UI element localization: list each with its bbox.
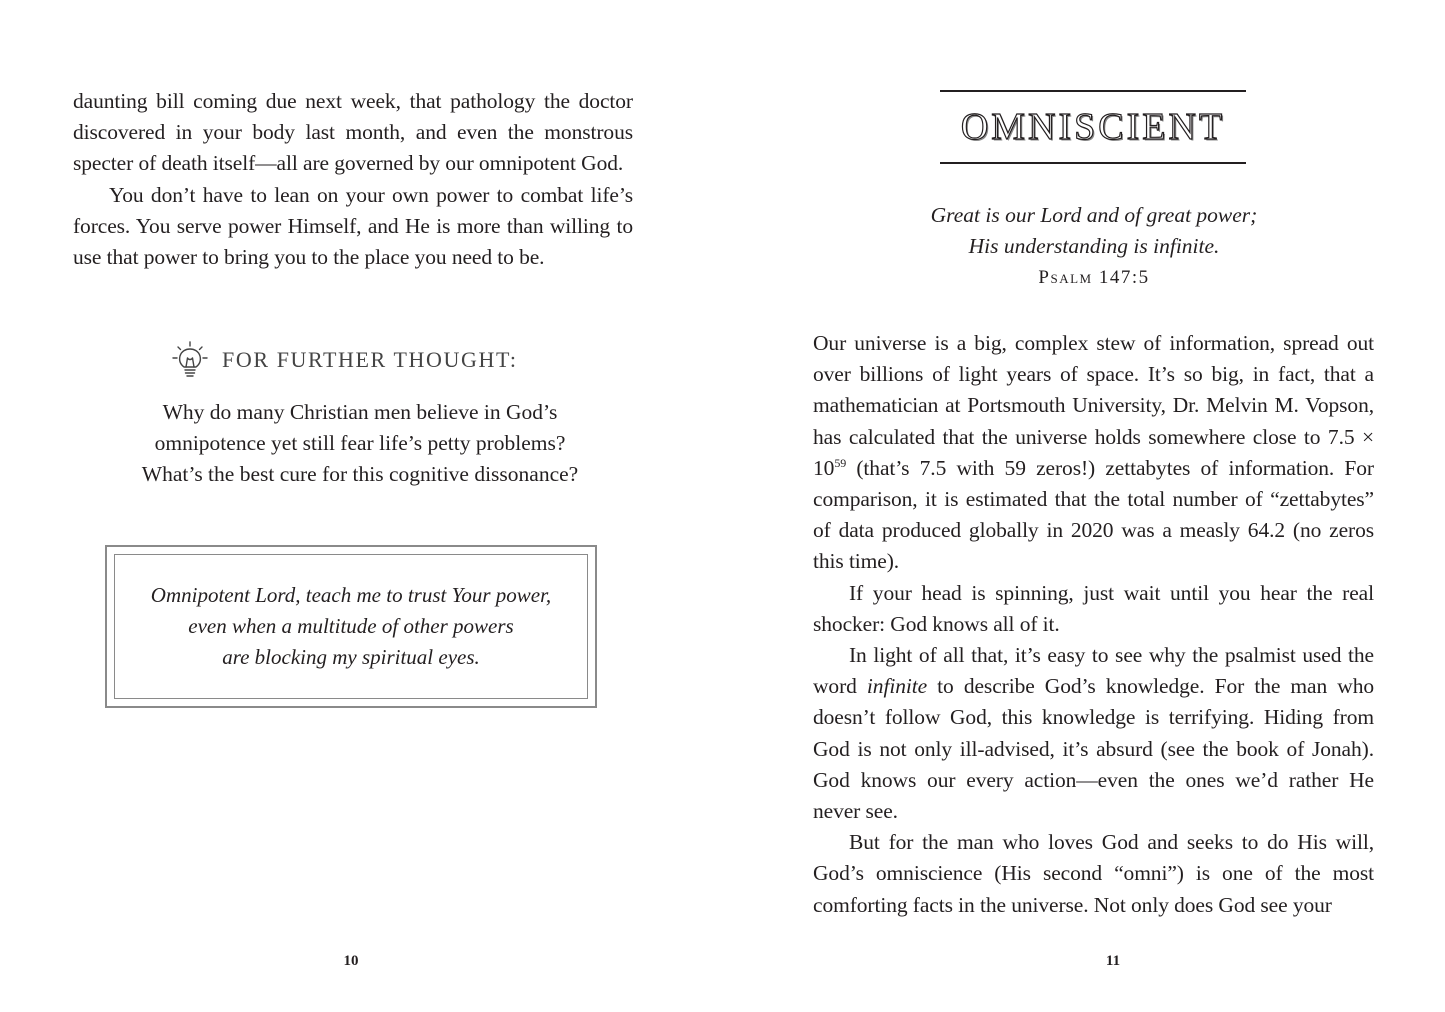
question-line: omnipotence yet still fear life’s petty problems? (154, 431, 566, 456)
chapter-title: OMNISCIENT (960, 106, 1226, 148)
paragraph: If your head is spinning, just wait until you hear the real shocker: God knows all of it. (813, 580, 1374, 636)
text-run: In light of all that, it’s easy to see why the psalmist used the word (813, 643, 1374, 699)
paragraph: But for the man who loves God and seeks to do His will, God’s omniscience (His second “omni”) is one of the most comforting facts in the universe. Not only does God see your (813, 830, 1374, 917)
prayer-line: are blocking my spiritual eyes. (222, 645, 480, 669)
question-line: Why do many Christian men believe in God’s (162, 400, 558, 424)
scripture-verse (814, 200, 1374, 293)
right-body-text (813, 328, 1374, 921)
page-number-right: 11 (1105, 953, 1121, 969)
text-run: to describe God’s knowledge. For the man who doesn’t follow God, this knowledge is terrifying. Hiding from God is not only ill-advised, it’s absurd (see the book of Jonah). God knows our every action—even the ones we’d rather He never see. (813, 674, 1374, 824)
text-run: Our universe is a big, complex stew of information, spread out over billions of light years of space. It’s so big, in fact, that a mathematician at Portsmouth University, Dr. Melvin M. Vopson, has calculated that the universe holds somewhere close to 7.5 × 10 (813, 331, 1374, 480)
prayer-line: Omnipotent Lord, teach me to trust Your power, (150, 583, 552, 607)
emphasis: infinite (866, 674, 928, 699)
verse-line: His understanding is infinite. (968, 234, 1220, 258)
lightbulb-icon (170, 340, 210, 380)
text-run: (that’s 7.5 with 59 zeros!) zettabytes of information. For comparison, it is estimated that the total number of “zettabytes” of data produced globally in 2020 was a measly 64.2 (no zeros this time). (813, 455, 1374, 574)
left-body-text (73, 86, 633, 273)
question-line: What’s the best cure for this cognitive dissonance? (141, 462, 579, 487)
prayer-line: even when a multitude of other powers (188, 614, 514, 638)
page-number-left: 10 (343, 953, 359, 969)
exponent: 59 (834, 455, 847, 470)
verse-reference: Psalm 147:5 (1038, 267, 1150, 288)
paragraph (813, 328, 1374, 578)
prayer-box (105, 545, 597, 708)
paragraph: daunting bill coming due next week, that pathology the doctor discovered in your body last month, and even the monstrous specter of death itself—all are governed by our omnipotent God. (73, 89, 633, 176)
paragraph: You don’t have to lean on your own power to combat life’s forces. You serve power Himself, and He is more than willing to use that power to bring you to the place you need to be. (73, 182, 633, 270)
further-thought-title: FOR FURTHER THOUGHT: (222, 347, 518, 372)
right-page (722, 0, 1445, 1012)
left-page (0, 0, 722, 1012)
prayer-inner-frame (114, 554, 588, 699)
further-thought-heading (170, 340, 570, 380)
paragraph (813, 640, 1374, 827)
chapter-title-block (940, 90, 1246, 164)
verse-line: Great is our Lord and of great power; (930, 203, 1258, 227)
further-thought-questions (90, 397, 630, 491)
